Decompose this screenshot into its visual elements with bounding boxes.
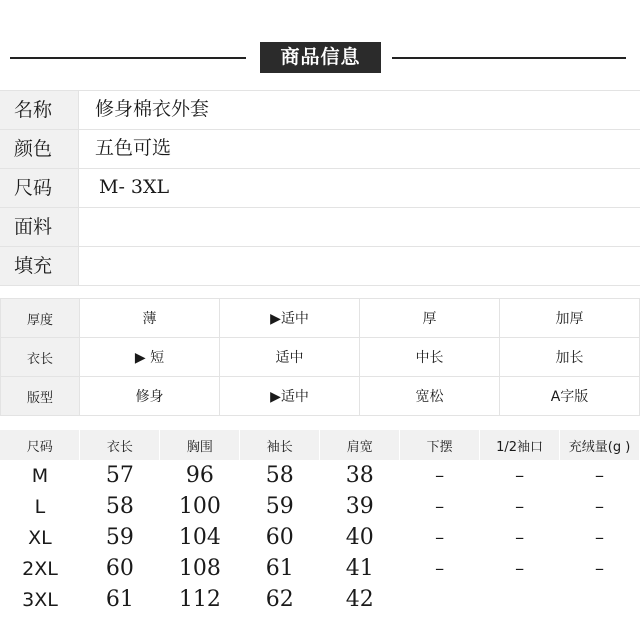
table-row [0,522,640,553]
property-option: 适中 [220,338,360,377]
info-row-filling [0,247,640,286]
property-option: ▶适中 [220,377,360,416]
table-cell: 104 [178,525,221,550]
info-value: 修身棉衣外套 [78,91,640,129]
column-header: 下摆 [400,430,480,460]
info-label: 尺码 [0,169,78,207]
info-row-name [0,90,640,130]
property-option: 薄 [80,299,220,338]
size-cell: 3XL [22,588,58,611]
table-cell: – [595,496,605,517]
property-option: 加长 [500,338,640,377]
table-cell: – [595,558,605,579]
property-option: 加厚 [500,299,640,338]
table-cell: 58 [105,494,134,519]
table-cell: 96 [185,463,214,488]
property-row-length [1,338,640,377]
table-cell: – [435,527,445,548]
table-cell: 38 [345,463,374,488]
table-cell: 61 [265,556,294,581]
table-cell: – [435,496,445,517]
column-header: 袖长 [240,430,320,460]
size-cell: L [34,495,46,518]
info-value [78,208,640,246]
info-label: 填充 [0,247,78,285]
table-cell: 57 [105,463,134,488]
info-row-fabric [0,208,640,247]
column-header: 胸围 [160,430,240,460]
header-divider-left [10,57,246,59]
column-header: 尺码 [0,430,80,460]
product-info-table [0,90,640,286]
property-option: 厚 [360,299,500,338]
table-cell: 39 [345,494,374,519]
info-value [78,247,640,285]
properties-table [0,298,640,416]
info-row-size [0,169,640,208]
property-option: 修身 [80,377,220,416]
table-cell: – [435,465,445,486]
table-cell: – [595,465,605,486]
size-cell: M [31,464,49,487]
info-label: 名称 [0,91,78,129]
info-value: M- 3XL [78,169,640,207]
table-row [0,584,640,615]
property-option: 宽松 [360,377,500,416]
table-cell: – [515,558,525,579]
property-row-fit [1,377,640,416]
property-label: 版型 [1,377,80,416]
header-divider-right [392,57,626,59]
table-cell: 59 [265,494,294,519]
table-cell: 41 [345,556,374,581]
property-label: 厚度 [1,299,80,338]
table-cell [480,584,560,615]
table-cell: – [595,527,605,548]
size-cell: XL [28,526,52,549]
column-header: 肩宽 [320,430,400,460]
table-cell: – [515,496,525,517]
size-cell: 2XL [22,557,58,580]
property-option: ▶ 短 [80,338,220,377]
property-row-thickness [1,299,640,338]
property-option: 中长 [360,338,500,377]
table-cell: 62 [265,587,294,612]
info-label: 面料 [0,208,78,246]
column-header: 充绒量(g ) [560,430,640,460]
table-cell: 60 [105,556,134,581]
column-header: 衣长 [80,430,160,460]
table-cell: 100 [178,494,221,519]
table-cell [400,584,480,615]
section-title: 商品信息 [260,42,381,73]
table-cell: 58 [265,463,294,488]
table-row [0,460,640,491]
info-value: 五色可选 [78,130,640,168]
table-cell: 40 [345,525,374,550]
table-cell: – [515,527,525,548]
table-cell: 42 [345,587,374,612]
table-cell: 61 [105,587,134,612]
table-cell: 59 [105,525,134,550]
table-cell: – [515,465,525,486]
property-label: 衣长 [1,338,80,377]
table-cell: – [435,558,445,579]
table-row [0,553,640,584]
table-cell: 60 [265,525,294,550]
info-row-color [0,130,640,169]
info-label: 颜色 [0,130,78,168]
property-option: ▶适中 [220,299,360,338]
table-row [0,491,640,522]
column-header: 1/2袖口 [480,430,560,460]
size-chart-table [0,430,640,615]
size-chart-header [0,430,640,460]
table-cell [560,584,640,615]
table-cell: 108 [178,556,221,581]
table-cell: 112 [178,587,221,612]
property-option: A字版 [500,377,640,416]
